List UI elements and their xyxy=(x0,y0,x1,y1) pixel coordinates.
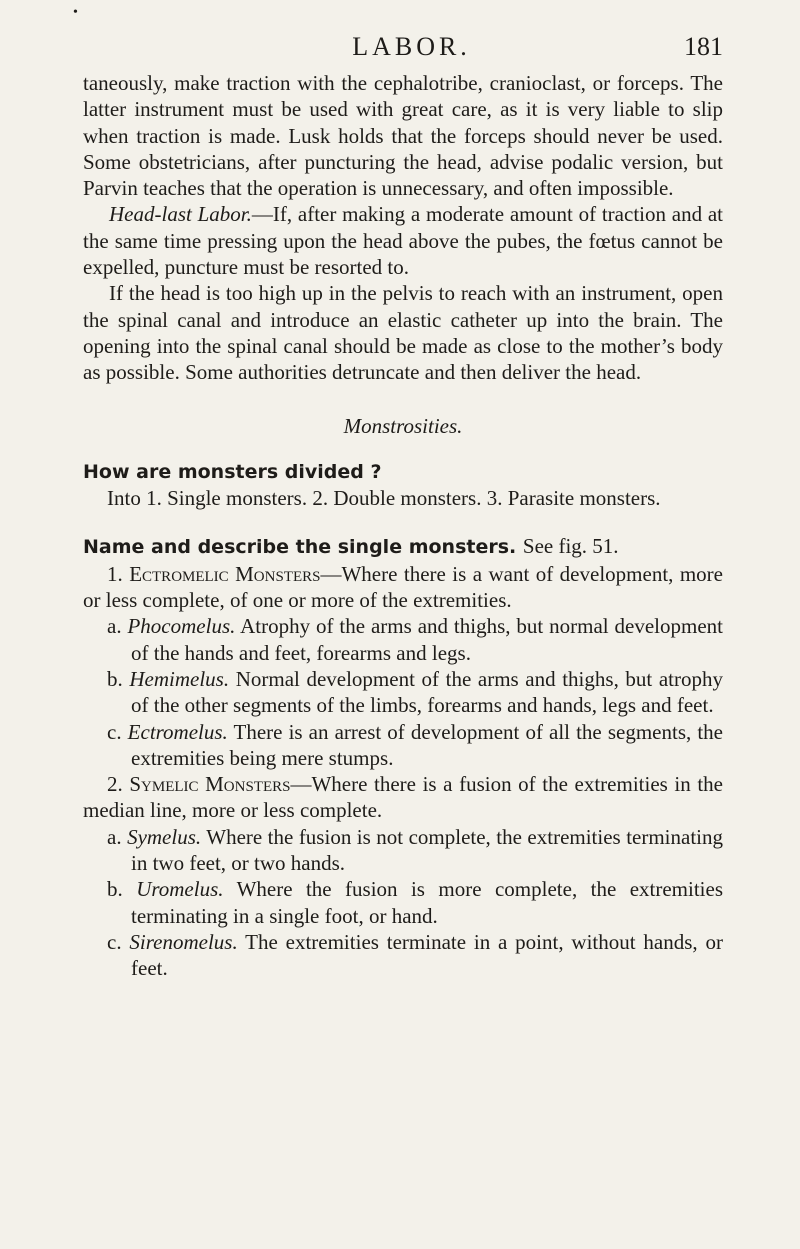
question-single-monsters xyxy=(83,533,723,560)
subitem-term: Ectromelus. xyxy=(127,719,228,744)
page-header xyxy=(100,22,723,64)
subitem-uromelus xyxy=(83,876,723,929)
symelic-monsters xyxy=(83,771,723,824)
subitem-letter: b. xyxy=(107,666,123,691)
symelic-text: —Where there is a fusion of the extremities in the median line, more or less complete. xyxy=(83,772,723,823)
subitem-text: Where the fusion is more complete, the extremities terminating in a single foot, or hand. xyxy=(131,877,724,928)
bullet-mark: • xyxy=(73,5,78,20)
subitem-sirenomelus xyxy=(83,929,723,982)
paragraph-forceps: taneously, make traction with the cephalotribe, cranioclast, or forceps. The latter instrument must be used with great care, as it is very liable to slip when traction is made. Lusk holds that the forceps should never be used. Some obstetricians, after puncturing the head, advise podalic version, but Parvin teaches that the operation is unnecessary, and often impossible. xyxy=(83,71,723,201)
subitem-letter: a. xyxy=(107,824,122,849)
subitem-term: Sirenomelus. xyxy=(129,929,238,954)
subitem-text: Atrophy of the arms and thighs, but normal development of the hands and feet, forearms and legs. xyxy=(131,614,723,665)
paragraph-head-last xyxy=(83,201,723,280)
subitem-letter: a. xyxy=(107,614,122,639)
head-last-term: Head-last Labor. xyxy=(109,202,252,227)
subitem-hemimelus xyxy=(83,666,723,719)
subitem-letter: c. xyxy=(107,929,122,954)
subitem-text: There is an arrest of development of all the segments, the extremities being mere stumps. xyxy=(131,719,723,770)
subitem-symelus xyxy=(83,824,723,877)
subitem-phocomelus xyxy=(83,613,723,666)
subitem-text: Where the fusion is not complete, the extremities terminating in two feet, or two hands. xyxy=(131,824,724,876)
question-single-monsters-text: Name and describe the single monsters. xyxy=(83,536,517,559)
subitem-letter: b. xyxy=(107,877,123,902)
ectromelic-monsters xyxy=(83,561,723,614)
subitem-term: Symelus. xyxy=(127,824,202,849)
subitem-text: Normal development of the arms and thighs, but atrophy of the other segments of the limbs, forearms and hands, legs and feet. xyxy=(131,666,724,718)
ectromelic-label: 1. Ectromelic Monsters xyxy=(107,561,321,586)
head-last-text: —If, after making a moderate amount of traction and at the same time pressing upon the head above the pubes, the fœtus cannot be expelled, puncture must be resorted to. xyxy=(83,202,723,280)
page-number: 181 xyxy=(684,32,723,61)
ectromelic-text: —Where there is a want of development, more or less complete, of one or more of the extremities. xyxy=(83,561,723,613)
question-monsters-divided: How are monsters divided ? xyxy=(83,460,382,483)
subitem-letter: c. xyxy=(107,719,122,744)
subitem-term: Phocomelus. xyxy=(127,614,236,639)
subitem-term: Uromelus. xyxy=(136,877,224,902)
see-fig-reference: See fig. 51. xyxy=(522,534,619,559)
body-text xyxy=(83,70,723,982)
section-title: Monstrosities. xyxy=(343,413,463,438)
symelic-label: 2. Symelic Monsters xyxy=(107,772,291,797)
subitem-text: The extremities terminate in a point, without hands, or feet. xyxy=(131,929,723,981)
running-title: LABOR. xyxy=(352,32,471,61)
subitem-term: Hemimelus. xyxy=(129,666,230,691)
answer-monsters-divided: Into 1. Single monsters. 2. Double monsters. 3. Parasite monsters. xyxy=(107,486,661,511)
paragraph-spinal-canal: If the head is too high up in the pelvis to reach with an instrument, open the spinal canal and introduce an elastic catheter up into the brain. The opening into the spinal canal should be made as close to the mother’s body as possible. Some authorities detruncate and then deliver the head. xyxy=(83,281,723,385)
subitem-ectromelus xyxy=(83,719,723,772)
